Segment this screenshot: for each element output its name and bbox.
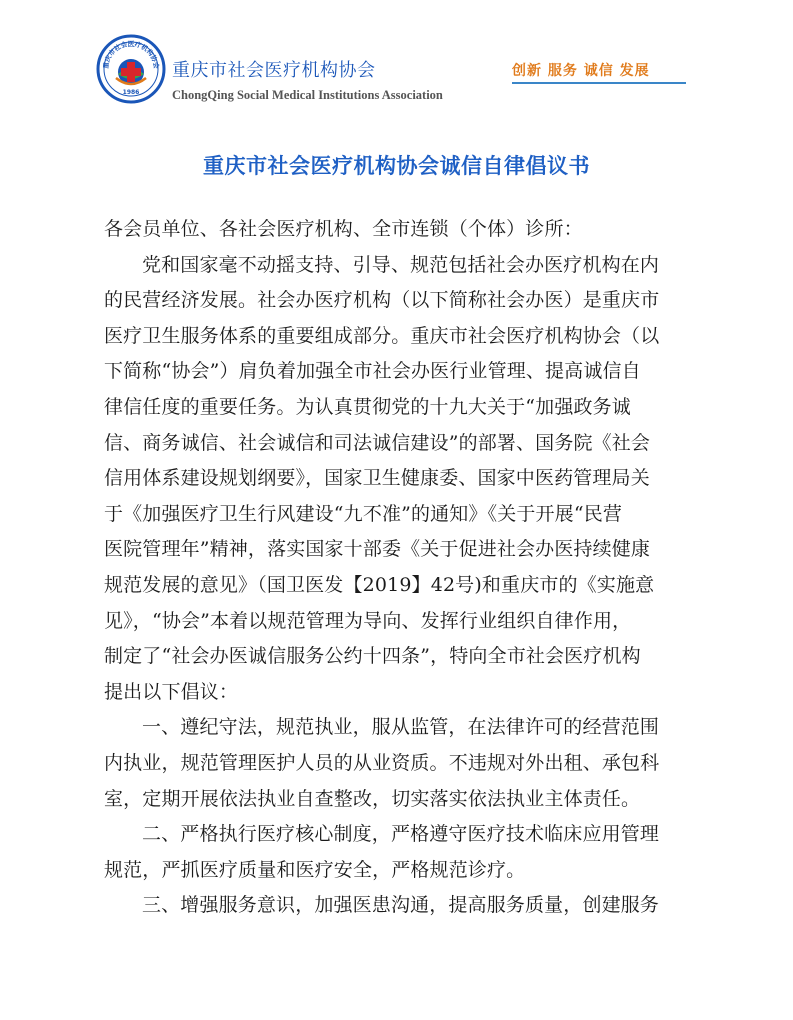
- slogan: 创新 服务 诚信 发展: [512, 63, 650, 79]
- body-line: 律信任度的重要任务。为认真贯彻党的十九大关于“加强政务诚: [104, 395, 631, 418]
- logo-year: 1986: [122, 89, 140, 96]
- logo-arc-text: 重庆市社会医疗机构协会: [101, 40, 161, 70]
- org-name-cn: 重庆市社会医疗机构协会: [172, 60, 376, 81]
- body-line: 制定了“社会办医诚信服务公约十四条”，特向全市社会医疗机构: [104, 645, 641, 668]
- org-name-en: ChongQing Social Medical Institutions Association: [172, 88, 443, 102]
- body-line: 见》，“协会”本着以规范管理为导向、发挥行业组织自律作用，: [104, 609, 632, 632]
- body-line: 规范发展的意见》（国卫医发【2019】42号)和重庆市的《实施意: [104, 573, 655, 596]
- body-line: 信、商务诚信、社会诚信和司法诚信建设”的部署、国务院《社会: [104, 431, 651, 454]
- body-line: 三、增强服务意识，加强医患沟通，提高服务质量，创建服务: [142, 894, 660, 917]
- association-logo-icon: [96, 34, 166, 104]
- body-line: 内执业，规范管理医护人员的从业资质。不违规对外出租、承包科: [104, 751, 660, 774]
- body-line: 一、遵纪守法，规范执业，服从监管，在法律许可的经营范围: [142, 716, 660, 739]
- body-line: 医疗卫生服务体系的重要组成部分。重庆市社会医疗机构协会（以: [104, 324, 660, 347]
- body-line: 信用体系建设规划纲要》，国家卫生健康委、国家中医药管理局关: [104, 467, 650, 490]
- body-line: 下简称“协会”）肩负着加强全市社会办医行业管理、提高诚信自: [104, 360, 641, 383]
- body-line: 规范，严抓医疗质量和医疗安全，严格规范诊疗。: [104, 858, 526, 881]
- body-line: 党和国家毫不动摇支持、引导、规范包括社会办医疗机构在内: [142, 253, 660, 276]
- body-line: 的民营经济发展。社会办医疗机构（以下简称社会办医）是重庆市: [104, 289, 660, 312]
- body-line: 医院管理年”精神，落实国家十部委《关于促进社会办医持续健康: [104, 538, 651, 561]
- document-title: 重庆市社会医疗机构协会诚信自律倡议书: [203, 154, 590, 178]
- body-line: 二、严格执行医疗核心制度，严格遵守医疗技术临床应用管理: [142, 823, 660, 846]
- body-line: 室，定期开展依法执业自查整改，切实落实依法执业主体责任。: [104, 787, 641, 810]
- body-line: 于《加强医疗卫生行风建设“九不准”的通知》《关于开展“民营: [104, 502, 622, 525]
- slogan-underline: [512, 82, 686, 84]
- letterhead: [0, 0, 793, 110]
- document-body: [104, 212, 700, 924]
- body-line: 各会员单位、各社会医疗机构、全市连锁（个体）诊所：: [104, 218, 583, 240]
- body-line: 提出以下倡议：: [104, 680, 239, 703]
